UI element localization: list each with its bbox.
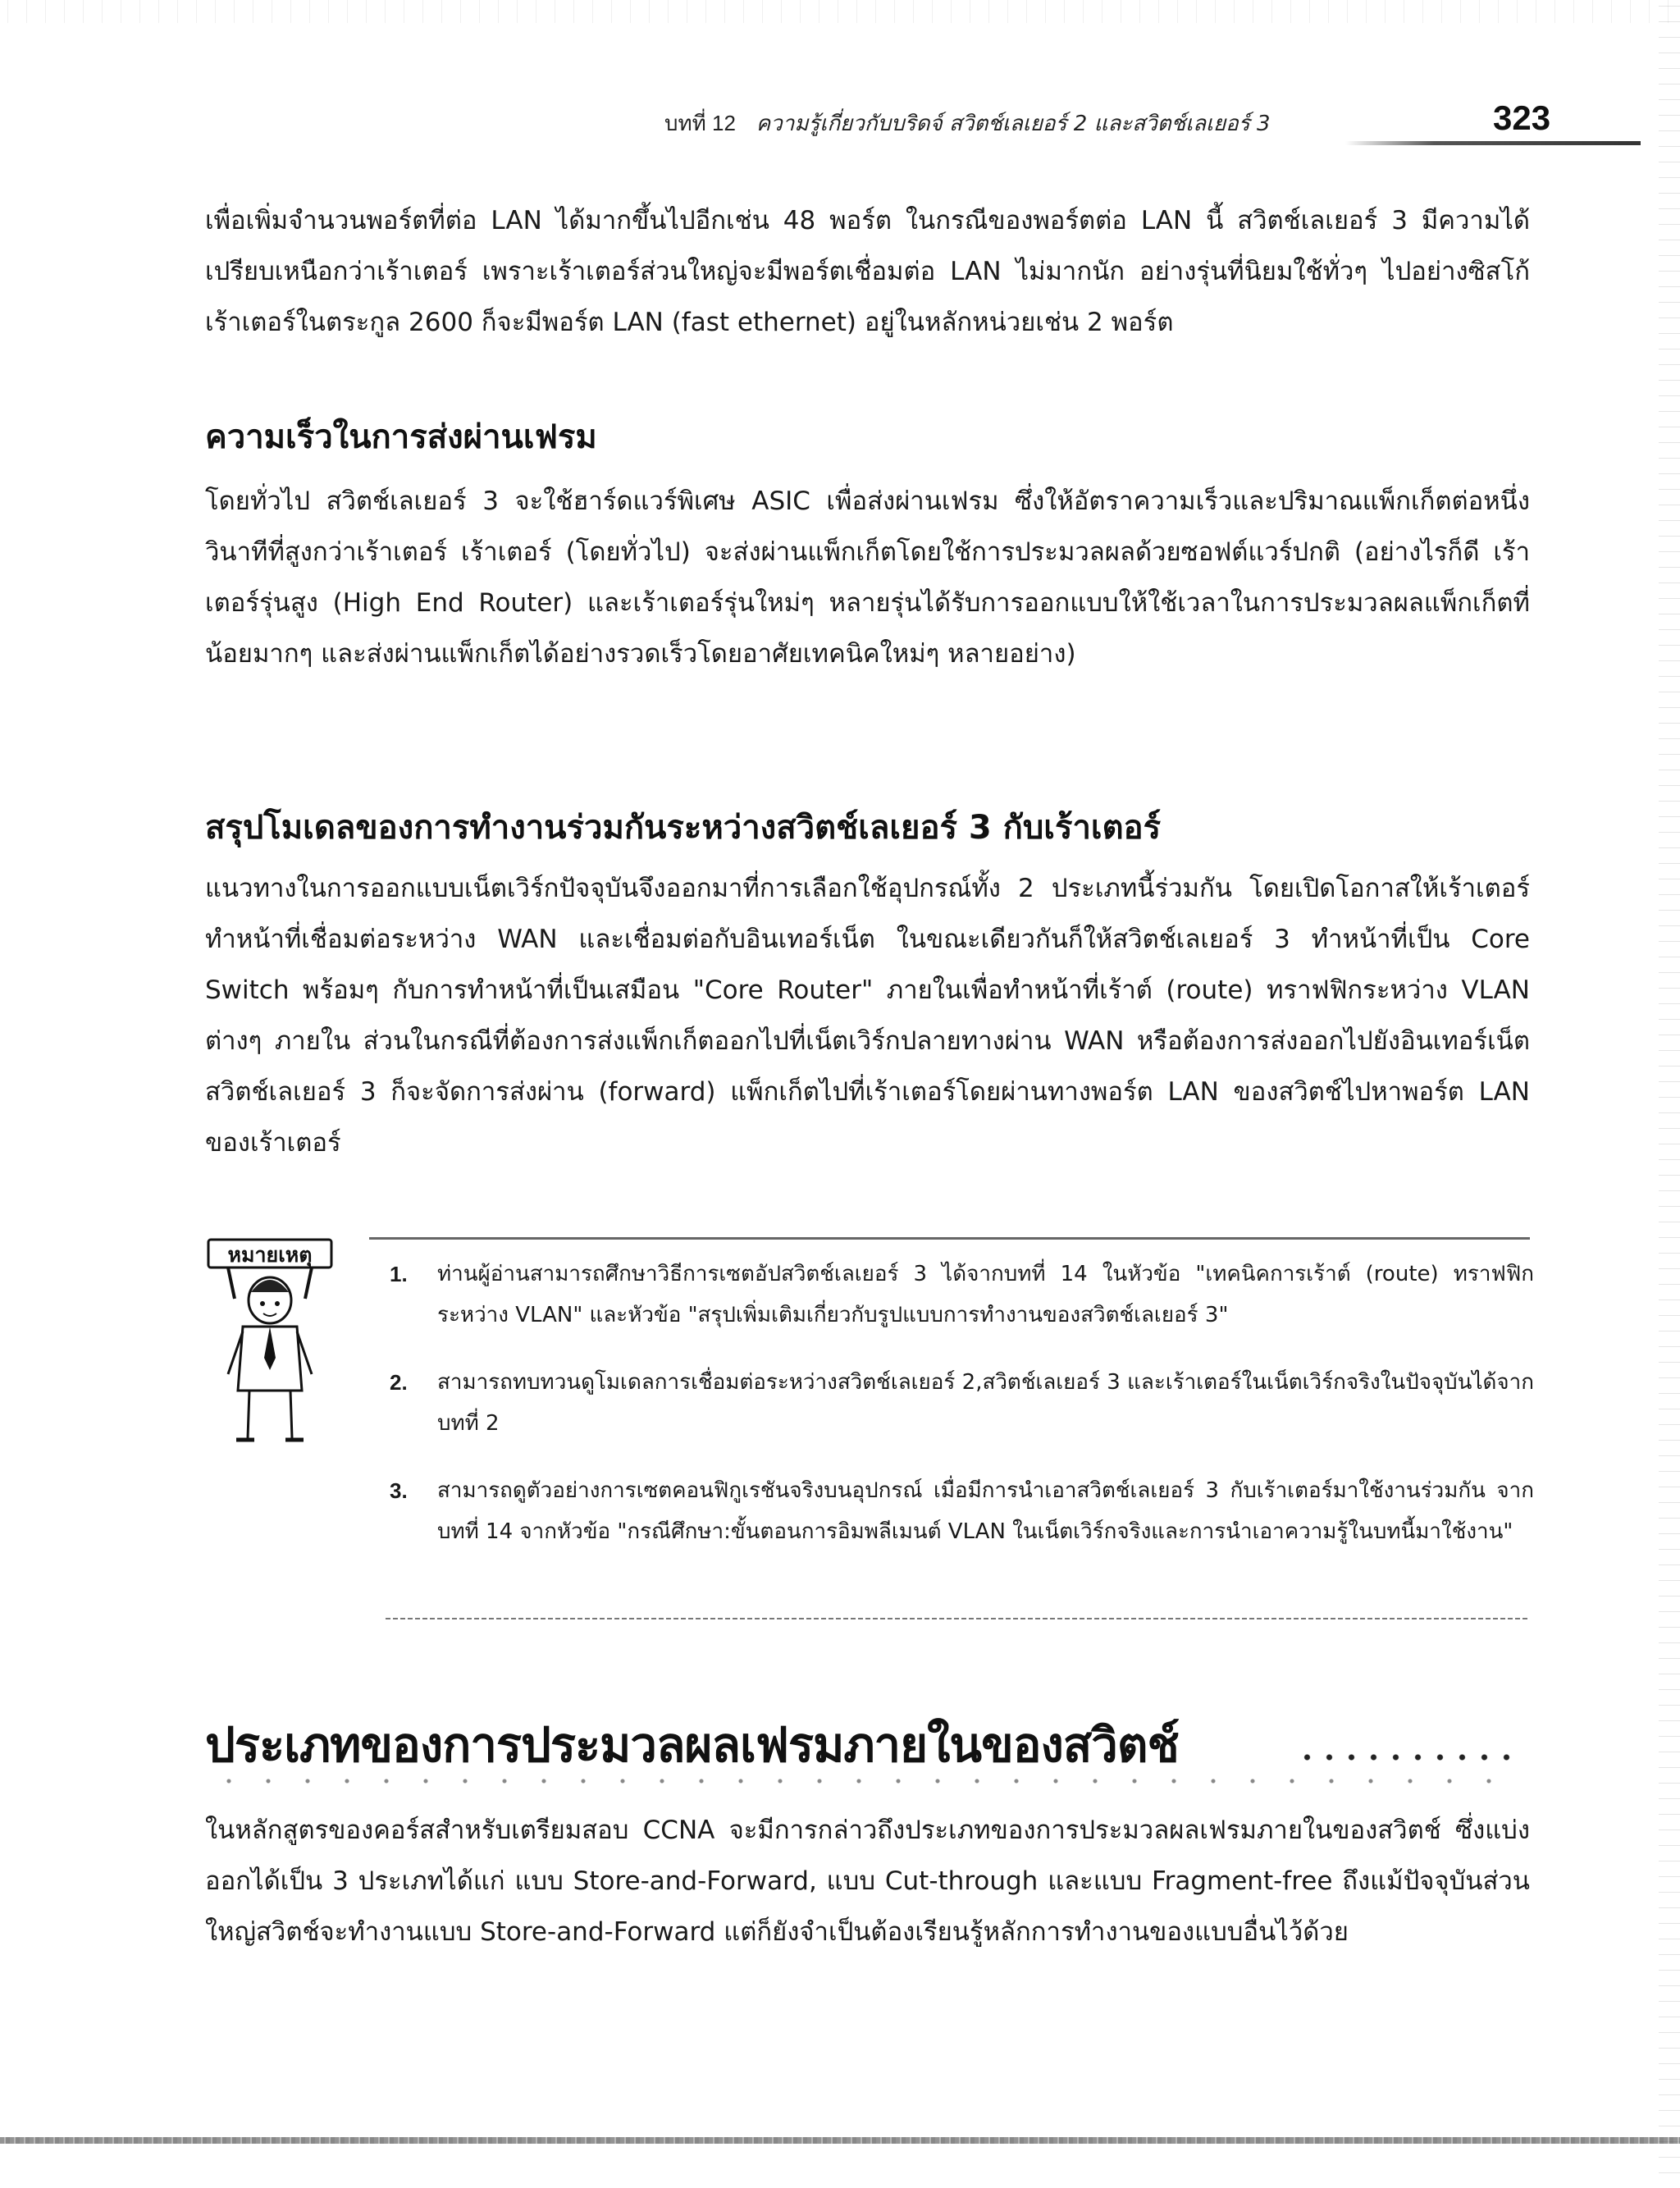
- heading-underline-dots: [209, 1777, 1522, 1785]
- scan-edge-top: [0, 0, 1680, 23]
- running-header: [664, 107, 1271, 140]
- speed-paragraph: โดยทั่วไป สวิตช์เลเยอร์ 3 จะใช้ฮาร์ดแวร์พิเศษ ASIC เพื่อส่งผ่านเฟรม ซึ่งให้อัตราความเร็วและปริมาณแพ็กเก็ตต่อหนึ่งวินาทีที่สูงกว่าเร้าเตอร์ เร้าเตอร์ (โดยทั่วไป) จะส่งผ่านแพ็กเก็ตโดยใช้การประมวลผลด้วยซอฟต์แวร์ปกติ (อย่างไรก็ดี เร้าเตอร์รุ่นสูง (High End Router) และเร้าเตอร์รุ่นใหม่ๆ หลายรุ่นได้รับการออกแบบให้ใช้เวลาในการประมวลผลแพ็กเก็ตที่น้อยมากๆ และส่งผ่านแพ็กเก็ตได้อย่างรวดเร็วโดยอาศัยเทคนิคใหม่ๆ หลายอย่าง): [205, 486, 1530, 669]
- header-rule: [1345, 141, 1641, 145]
- intro-paragraph: เพื่อเพิ่มจำนวนพอร์ตที่ต่อ LAN ได้มากขึ้นไปอีกเช่น 48 พอร์ต ในกรณีของพอร์ตต่อ LAN นี้ สวิตช์เลเยอร์ 3 มีความได้เปรียบเหนือกว่าเร้าเตอร์ เพราะเร้าเตอร์ส่วนใหญ่จะมีพอร์ตเชื่อมต่อ LAN ไม่มากนัก อย่างรุ่นที่นิยมใช้ทั่วๆ ไปอย่างซิสโก้เร้าเตอร์ในตระกูล 2600 ก็จะมีพอร์ต LAN (fast ethernet) อยู่ในหลักหน่วยเช่น 2 พอร์ต: [205, 206, 1530, 337]
- note-item: [390, 1470, 1534, 1552]
- scan-edge-right: [1659, 0, 1680, 2188]
- note-bottom-rule: [386, 1618, 1530, 1619]
- note-mascot-icon: [195, 1235, 343, 1448]
- section-heading-summary: สรุปโมเดลของการทำงานร่วมกันระหว่างสวิตช์เลเยอร์ 3 กับเร้าเตอร์: [205, 809, 1162, 847]
- page-number: 323: [1493, 98, 1551, 137]
- section-heading-frame-types: ประเภทของการประมวลผลเฟรมภายในของสวิตช์: [205, 1717, 1179, 1773]
- heading-dot-leader: [1296, 1749, 1518, 1765]
- chapter-subject: ความรู้เกี่ยวกับบริดจ์ สวิตช์เลเยอร์ 2 และสวิตช์เลเยอร์ 3: [756, 112, 1271, 136]
- note-item-number: 1.: [390, 1262, 408, 1286]
- frame-types-paragraph: ในหลักสูตรของคอร์สสำหรับเตรียมสอบ CCNA จะมีการกล่าวถึงประเภทของการประมวลผลเฟรมภายในของสวิตช์ ซึ่งแบ่งออกได้เป็น 3 ประเภทได้แก่ แบบ Store-and-Forward, แบบ Cut-through และแบบ Fragment-free ถึงแม้ปัจจุบันส่วนใหญ่สวิตช์จะทำงานแบบ Store-and-Forward แต่ก็ยังจำเป็นต้องเรียนรู้หลักการทำงานของแบบอื่นไว้ด้วย: [205, 1816, 1530, 1947]
- note-item: [390, 1254, 1534, 1336]
- note-top-rule: [369, 1237, 1530, 1240]
- footer-rule: [0, 2137, 1680, 2144]
- note-item-number: 2.: [390, 1370, 408, 1395]
- note-item-number: 3.: [390, 1478, 408, 1503]
- summary-paragraph: แนวทางในการออกแบบเน็ตเวิร์กปัจจุบันจึงออกมาที่การเลือกใช้อุปกรณ์ทั้ง 2 ประเภทนี้ร่วมกัน โดยเปิดโอกาสให้เร้าเตอร์ทำหน้าที่เชื่อมต่อระหว่าง WAN และเชื่อมต่อกับอินเทอร์เน็ต ในขณะเดียวกันก็ให้สวิตช์เลเยอร์ 3 ทำหน้าที่เป็น Core Switch พร้อมๆ กับการทำหน้าที่เป็นเสมือน "Core Router" ภายในเพื่อทำหน้าที่เร้าต์ (route) ทราฟฟิกระหว่าง VLAN ต่างๆ ภายใน ส่วนในกรณีที่ต้องการส่งแพ็กเก็ตออกไปที่เน็ตเวิร์กปลายทางผ่าน WAN หรือต้องการส่งออกไปยังอินเทอร์เน็ต สวิตช์เลเยอร์ 3 ก็จะจัดการส่งผ่าน (forward) แพ็กเก็ตไปที่เร้าเตอร์โดยผ่านทางพอร์ต LAN ของสวิตช์ไปหาพอร์ต LAN ของเร้าเตอร์: [205, 874, 1530, 1158]
- note-item-text: ท่านผู้อ่านสามารถศึกษาวิธีการเซตอัปสวิตช์เลเยอร์ 3 ได้จากบทที่ 14 ในหัวข้อ "เทคนิคการเร้าต์ (route) ทราฟฟิกระหว่าง VLAN" และหัวข้อ "สรุปเพิ่มเติมเกี่ยวกับรูปแบบการทำงานของสวิตช์เลเยอร์ 3": [437, 1262, 1534, 1327]
- note-label: หมายเหตุ: [227, 1243, 313, 1267]
- note-item-text: สามารถทบทวนดูโมเดลการเชื่อมต่อระหว่างสวิตช์เลเยอร์ 2,สวิตช์เลเยอร์ 3 และเร้าเตอร์ในเน็ตเวิร์กจริงในปัจจุบันได้จากบทที่ 2: [437, 1370, 1534, 1436]
- chapter-label: บทที่ 12: [664, 111, 736, 135]
- note-item-text: สามารถดูตัวอย่างการเซตคอนฟิกูเรชันจริงบนอุปกรณ์ เมื่อมีการนำเอาสวิตช์เลเยอร์ 3 กับเร้าเตอร์มาใช้งานร่วมกัน จากบทที่ 14 จากหัวข้อ "กรณีศึกษา:ขั้นตอนการอิมพลีเมนต์ VLAN ในเน็ตเวิร์กจริงและการนำเอาความรู้ในบทนี้มาใช้งาน": [437, 1478, 1534, 1544]
- note-item: [390, 1362, 1534, 1444]
- section-heading-speed: ความเร็วในการส่งผ่านเฟรม: [205, 418, 597, 456]
